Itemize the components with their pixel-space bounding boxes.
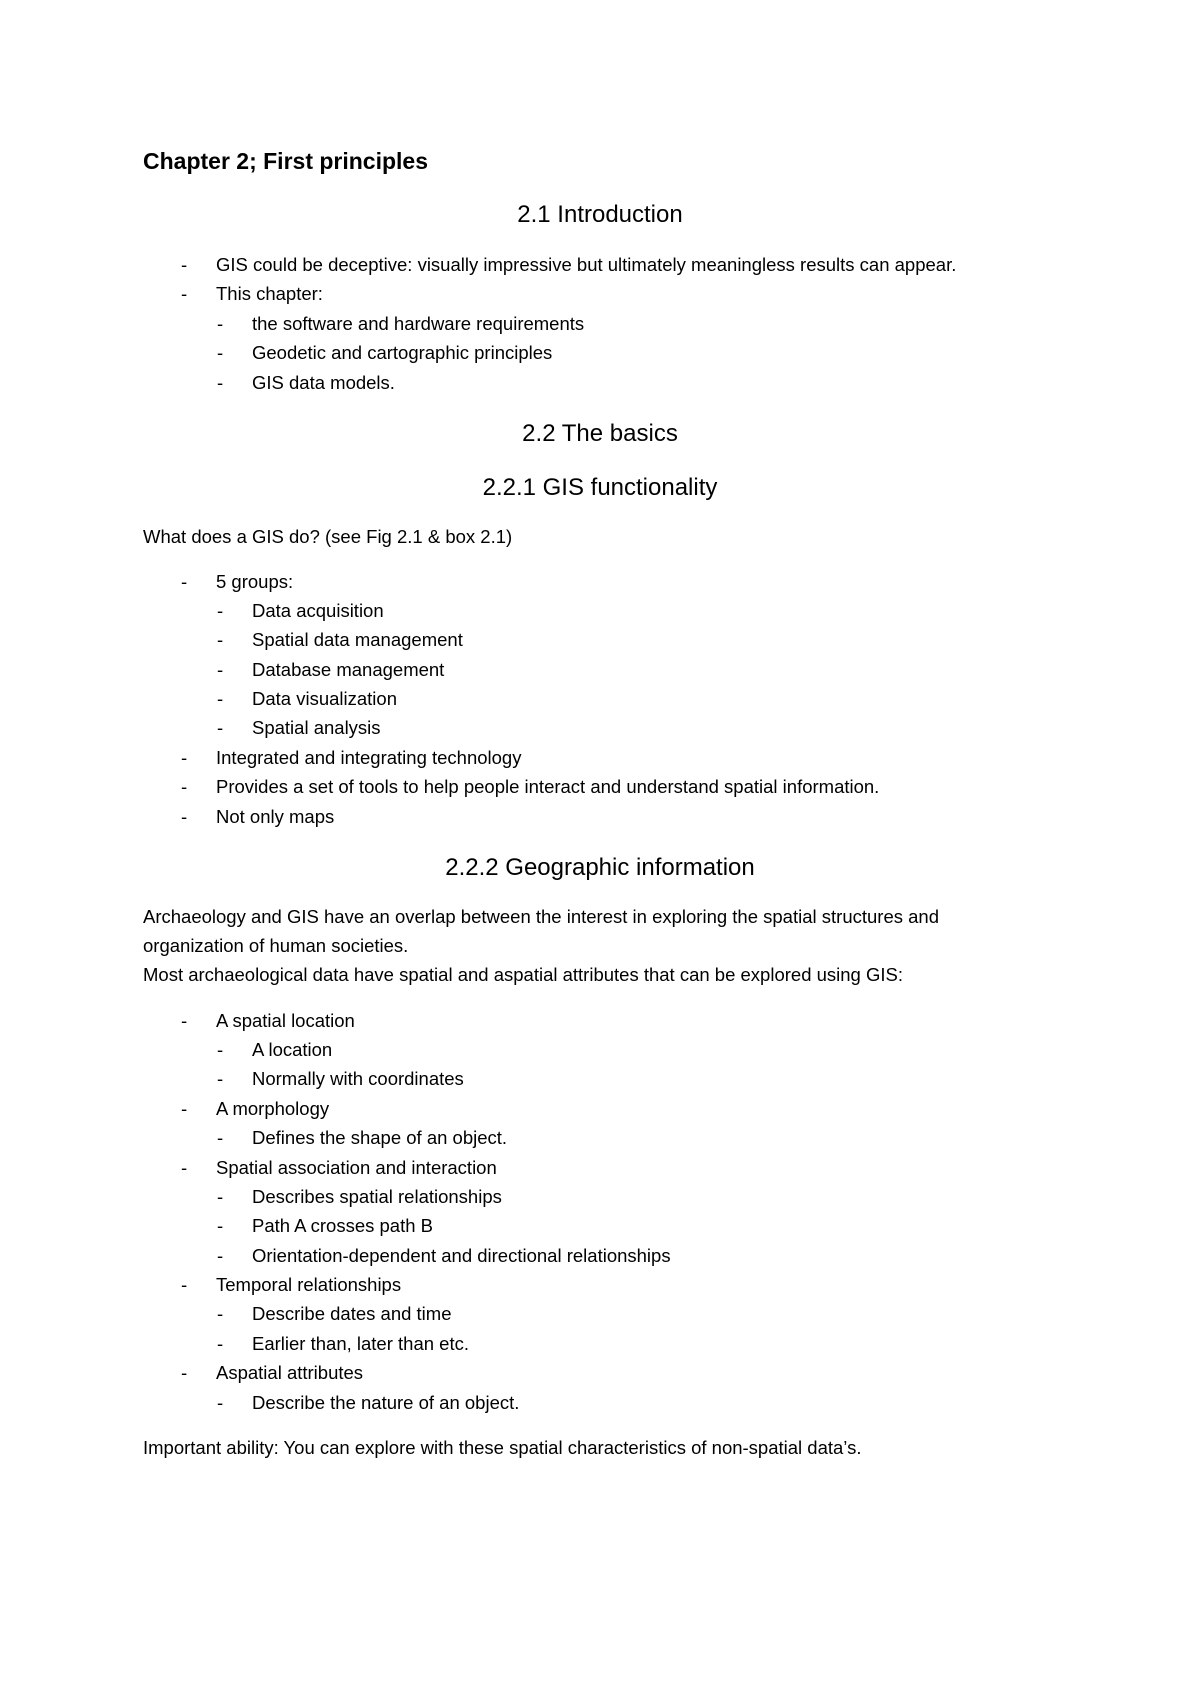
- list-item: Spatial association and interaction: [216, 1157, 497, 1178]
- closing-paragraph: Important ability: You can explore with these spatial characteristics of non-spatial data’s.: [143, 1437, 862, 1458]
- bullet-dash: -: [217, 313, 224, 334]
- list-item: Path A crosses path B: [252, 1215, 433, 1236]
- bullet-dash: -: [217, 1039, 224, 1060]
- bullet-dash: -: [181, 254, 188, 275]
- list-item: Aspatial attributes: [216, 1362, 364, 1383]
- bullet-dash: -: [217, 1245, 224, 1266]
- list-item: Describe the nature of an object.: [252, 1392, 520, 1413]
- list-item: Geodetic and cartographic principles: [252, 342, 553, 363]
- bullet-dash: -: [217, 1127, 224, 1148]
- bullet-dash: -: [181, 1157, 188, 1178]
- bullet-dash: -: [217, 717, 224, 738]
- bullet-dash: -: [181, 776, 188, 797]
- list-item: Database management: [252, 659, 445, 680]
- list-item: A spatial location: [216, 1010, 355, 1031]
- paragraph: Most archaeological data have spatial and aspatial attributes that can be explored using GIS:: [143, 964, 903, 985]
- bullet-dash: -: [217, 659, 224, 680]
- list-item: GIS data models.: [252, 372, 395, 393]
- list-item: Orientation-dependent and directional relationships: [252, 1245, 671, 1266]
- bullet-dash: -: [217, 1215, 224, 1236]
- bullet-dash: -: [181, 283, 188, 304]
- bullet-dash: -: [217, 372, 224, 393]
- bullet-dash: -: [181, 1274, 188, 1295]
- list-item: A location: [252, 1039, 333, 1060]
- list-item: the software and hardware requirements: [252, 313, 585, 334]
- bullet-dash: -: [181, 806, 188, 827]
- bullet-dash: -: [181, 571, 188, 592]
- section-heading-basics: 2.2 The basics: [522, 420, 678, 447]
- bullet-dash: -: [217, 1303, 224, 1324]
- list-item: Spatial data management: [252, 629, 463, 650]
- bullet-dash: -: [217, 629, 224, 650]
- list-item: Spatial analysis: [252, 717, 381, 738]
- section-heading-introduction: 2.1 Introduction: [517, 201, 683, 228]
- list-item: Data visualization: [252, 688, 397, 709]
- list-item: Integrated and integrating technology: [216, 747, 522, 768]
- section-heading-functionality: 2.2.1 GIS functionality: [482, 474, 718, 501]
- list-item: Earlier than, later than etc.: [252, 1333, 469, 1354]
- list-item: GIS could be deceptive: visually impressive but ultimately meaningless results can appear.: [216, 254, 957, 275]
- paragraph: Archaeology and GIS have an overlap between the interest in exploring the spatial structures and: [143, 906, 939, 927]
- list-item: Not only maps: [216, 806, 335, 827]
- list-item: Temporal relationships: [216, 1274, 402, 1295]
- list-item: Defines the shape of an object.: [252, 1127, 508, 1148]
- bullet-dash: -: [217, 600, 224, 621]
- list-item: Data acquisition: [252, 600, 384, 621]
- bullet-dash: -: [217, 1186, 224, 1207]
- list-item: This chapter:: [216, 283, 323, 304]
- bullet-dash: -: [181, 1010, 188, 1031]
- list-item: Describes spatial relationships: [252, 1186, 502, 1207]
- bullet-dash: -: [217, 1392, 224, 1413]
- bullet-dash: -: [181, 747, 188, 768]
- list-item: 5 groups:: [216, 571, 294, 592]
- paragraph: organization of human societies.: [143, 935, 409, 956]
- list-item: Normally with coordinates: [252, 1068, 464, 1089]
- chapter-title: Chapter 2; First principles: [143, 148, 429, 174]
- list-item: Describe dates and time: [252, 1303, 452, 1324]
- bullet-dash: -: [181, 1362, 188, 1383]
- list-item: A morphology: [216, 1098, 330, 1119]
- bullet-dash: -: [181, 1098, 188, 1119]
- bullet-dash: -: [217, 1333, 224, 1354]
- bullet-dash: -: [217, 1068, 224, 1089]
- bullet-dash: -: [217, 688, 224, 709]
- paragraph: What does a GIS do? (see Fig 2.1 & box 2.1): [143, 526, 513, 547]
- list-item: Provides a set of tools to help people interact and understand spatial information.: [216, 776, 880, 797]
- section-heading-geographic-information: 2.2.2 Geographic information: [445, 854, 755, 881]
- bullet-dash: -: [217, 342, 224, 363]
